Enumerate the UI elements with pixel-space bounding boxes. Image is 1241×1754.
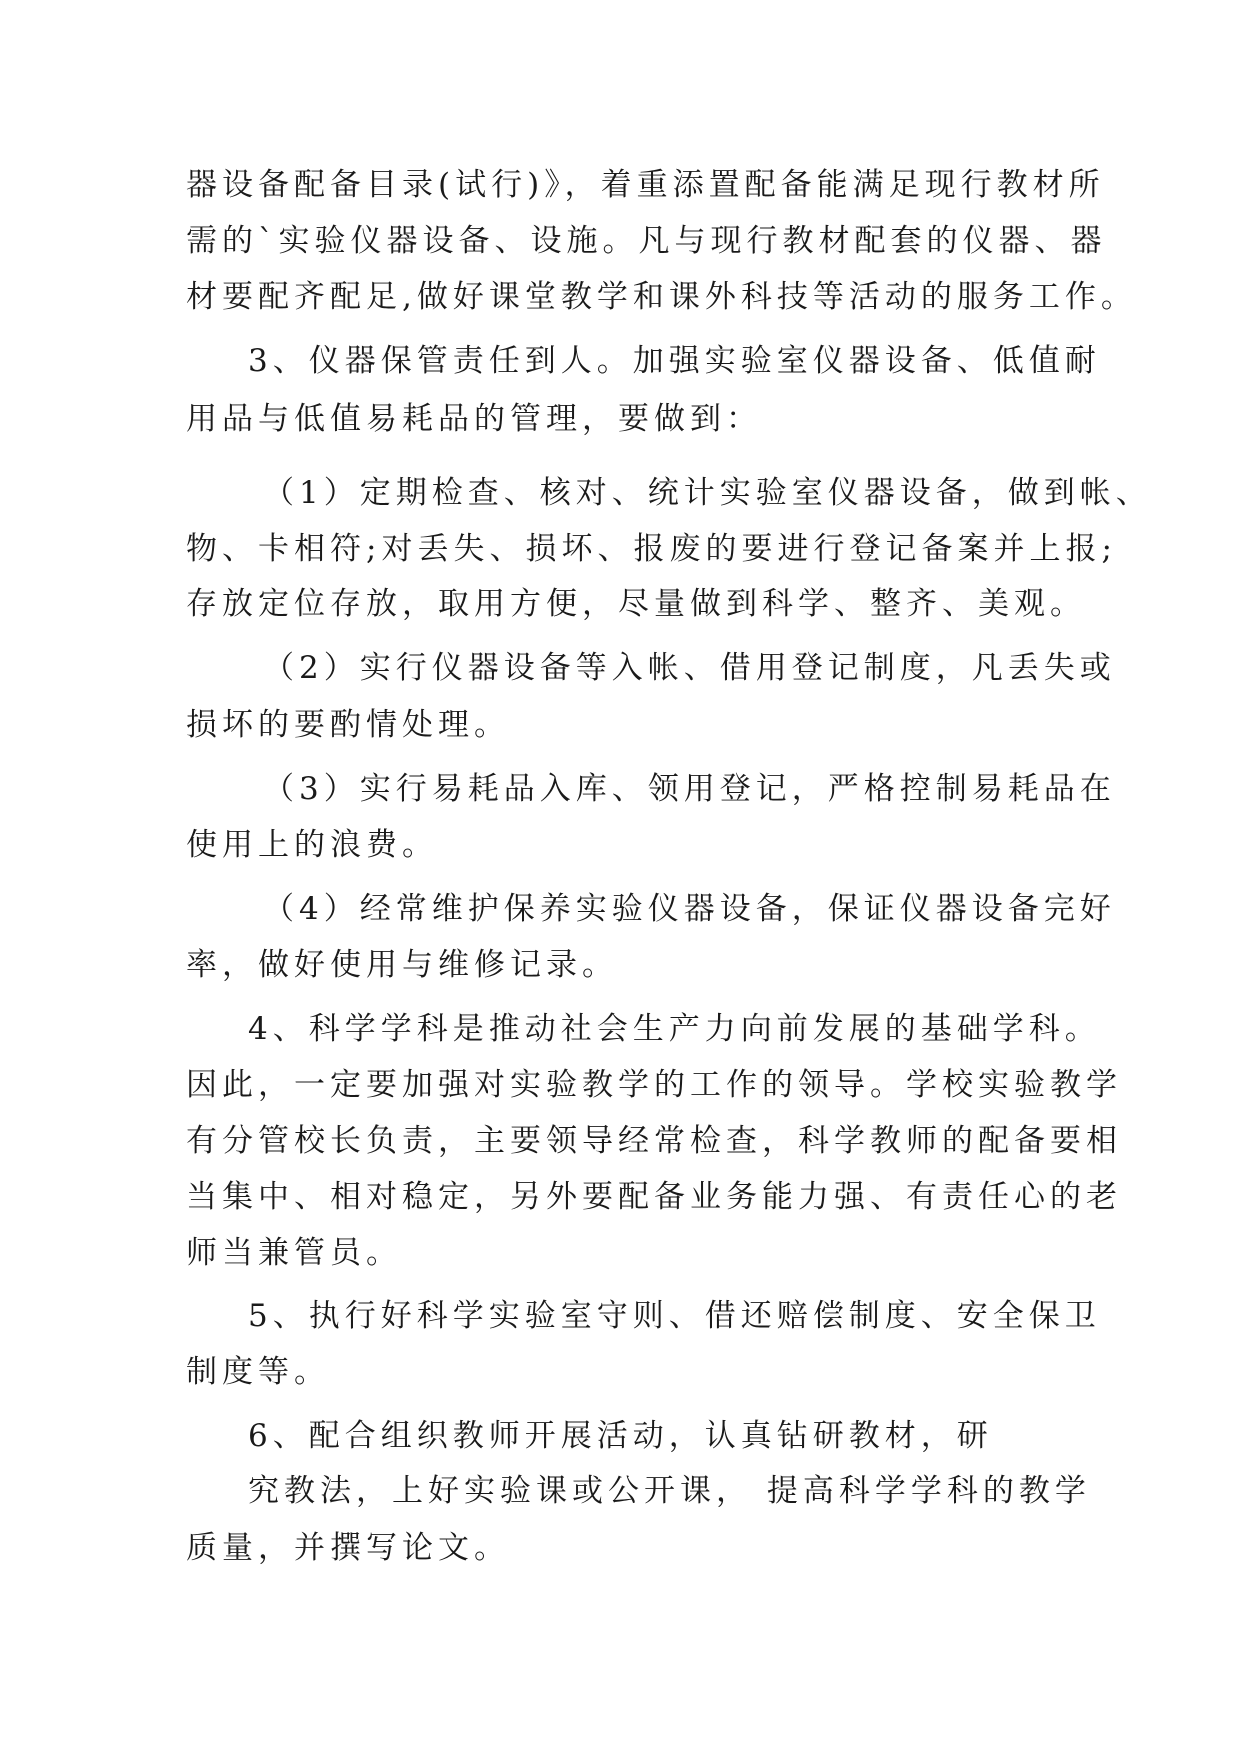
text-line-20: 5、执行好科学实验室守则、借还赔偿制度、安全保卫 [248, 1298, 1101, 1334]
text-line-4: 3、仪器保管责任到人。加强实验室仪器设备、低值耐 [248, 343, 1101, 379]
text-line-16: 因此，一定要加强对实验教学的工作的领导。学校实验教学 [186, 1067, 1122, 1103]
text-line-19: 师当兼管员。 [186, 1235, 402, 1271]
text-line-18: 当集中、相对稳定，另外要配备业务能力强、有责任心的老 [186, 1179, 1122, 1215]
text-line-21: 制度等。 [186, 1354, 330, 1390]
text-line-14: 率，做好使用与维修记录。 [186, 947, 618, 983]
text-line-12: 使用上的浪费。 [186, 827, 438, 863]
text-line-11: （3）实行易耗品入库、领用登记，严格控制易耗品在 [263, 771, 1116, 807]
text-line-8: 存放定位存放，取用方便，尽量做到科学、整齐、美观。 [186, 586, 1086, 622]
text-line-5: 用品与低值易耗品的管理，要做到： [186, 401, 762, 437]
text-line-7: 物、卡相符;对丢失、损坏、报废的要进行登记备案并上报; [186, 531, 1117, 567]
text-line-24: 质量，并撰写论文。 [186, 1530, 510, 1566]
text-line-17: 有分管校长负责，主要领导经常检查，科学教师的配备要相 [186, 1123, 1122, 1159]
text-line-22: 6、配合组织教师开展活动，认真钻研教材，研 [248, 1418, 993, 1454]
text-line-3: 材要配齐配足,做好课堂教学和课外科技等活动的服务工作。 [186, 279, 1137, 315]
text-line-23: 究教法，上好实验课或公开课， 提高科学学科的教学 [248, 1473, 1091, 1509]
text-line-6: （1）定期检查、核对、统计实验室仪器设备，做到帐、 [263, 475, 1152, 511]
text-line-10: 损坏的要酌情处理。 [186, 707, 510, 743]
text-line-13: （4）经常维护保养实验仪器设备，保证仪器设备完好 [263, 891, 1116, 927]
text-line-2: 需的`实验仪器设备、设施。凡与现行教材配套的仪器、器 [186, 223, 1107, 259]
text-line-15: 4、科学学科是推动社会生产力向前发展的基础学科。 [248, 1011, 1101, 1047]
text-line-1: 器设备配备目录(试行)》，着重添置配备能满足现行教材所 [186, 167, 1105, 203]
text-line-9: （2）实行仪器设备等入帐、借用登记制度，凡丢失或 [263, 650, 1116, 686]
